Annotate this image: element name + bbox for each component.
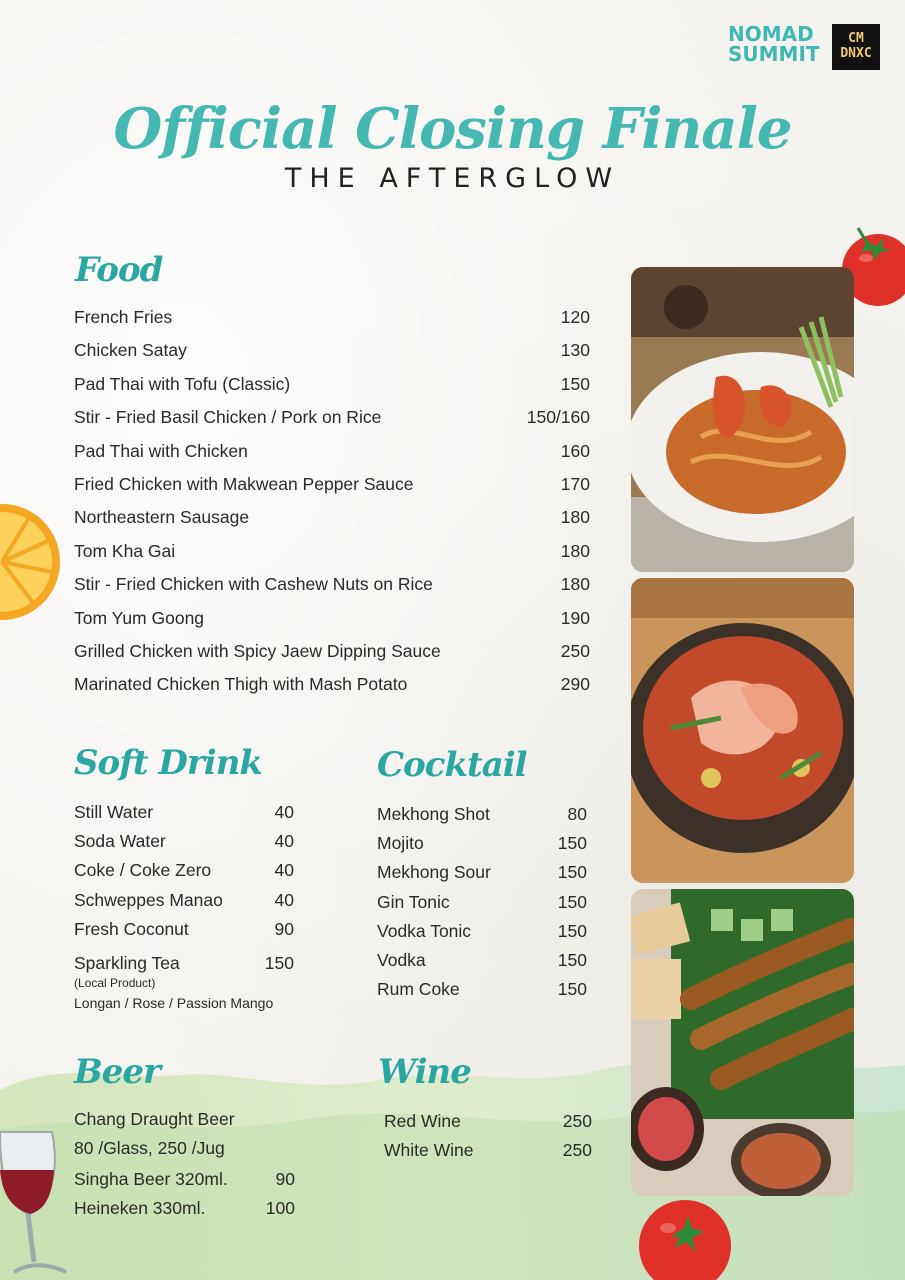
menu-item-price: 90 [275,1169,295,1189]
sparkling-tea-flavors: Longan / Rose / Passion Mango [74,995,274,1011]
menu-item-price: 180 [560,507,590,528]
menu-item [74,606,590,630]
menu-item [384,1109,592,1133]
menu-item-name: Mojito [377,833,424,854]
menu-item-price: 150 [560,373,590,394]
menu-item-name: Gin Tonic [377,891,450,912]
menu-item-price: 40 [274,802,294,822]
menu-item-name: Marinated Chicken Thigh with Mash Potato [74,674,408,695]
menu-item [377,948,587,972]
menu-item-name: Heineken 330ml. [74,1198,206,1218]
menu-item [74,505,590,529]
logo-line: DNXC [840,46,872,61]
menu-item-price: 40 [274,889,294,910]
menu-item [377,831,587,855]
logo-line: NOMAD [728,22,814,46]
logo-line: SUMMIT [728,42,820,66]
menu-item-name: Tom Yum Goong [74,607,205,628]
menu-item [74,672,590,696]
menu-item-price: 130 [560,340,590,361]
menu-item [377,977,587,1001]
menu-item-name: Pad Thai with Chicken [74,440,248,461]
menu-item-price: 150/160 [526,407,590,428]
menu-item-price: 250 [562,1140,592,1160]
menu-item-name: Fried Chicken with Makwean Pepper Sauce [74,474,414,494]
menu-item-name: Tom Kha Gai [74,540,176,561]
beer-heading: Beer [74,1052,160,1092]
menu-item-price: 250 [562,1111,592,1131]
menu-item [74,439,590,463]
menu-item-name: Red Wine [384,1111,461,1131]
menu-item-price: 150 [557,950,587,970]
menu-item [74,405,590,429]
nomad-summit-logo [728,22,820,66]
menu-item-price: 40 [274,831,294,852]
menu-item-name: Soda Water [74,831,166,852]
menu-item-name: French Fries [74,307,173,327]
menu-item [74,305,590,329]
menu-item [74,829,294,853]
beer-line: Chang Draught Beer [74,1109,235,1129]
menu-item-price: 120 [560,307,590,327]
chicken-satay-photo [631,889,854,1196]
menu-item [74,472,590,496]
menu-item-price: 40 [274,860,294,881]
menu-item-price: 190 [560,607,590,628]
menu-item-name: Rum Coke [377,979,460,1000]
menu-item-price: 80 [567,804,587,824]
logo-line: CM [848,31,864,46]
menu-item [74,858,294,882]
menu-item [74,917,294,941]
menu-item-name: Vodka Tonic [377,920,472,941]
soft-drink-heading: Soft Drink [74,743,262,783]
menu-item-name: Pad Thai with Tofu (Classic) [74,373,291,394]
page-subtitle: THE AFTERGLOW [284,163,621,194]
menu-item [377,919,587,943]
menu-item-price: 150 [557,920,587,941]
pad-thai-photo [631,267,854,572]
menu-item [74,539,590,563]
menu-item-price: 150 [264,953,294,973]
menu-item-name: Grilled Chicken with Spicy Jaew Dipping Sauce [74,641,441,661]
menu-item-price: 150 [557,833,587,854]
menu-item-name: Singha Beer 320ml. [74,1169,228,1189]
menu-item-price: 150 [557,862,587,883]
wine-glass-icon [0,1122,72,1280]
menu-item-name: Northeastern Sausage [74,507,250,528]
menu-item-name: Mekhong Shot [377,804,490,824]
menu-item-name: Coke / Coke Zero [74,860,212,881]
menu-item-price: 150 [557,979,587,1000]
menu-item-price: 90 [274,918,294,939]
cocktail-heading: Cocktail [377,745,527,785]
menu-item [377,802,587,826]
menu-item [74,1167,295,1191]
menu-item-name: Sparkling Tea [74,953,180,973]
menu-item [74,1196,295,1220]
menu-item [377,890,587,914]
menu-item-price: 150 [557,891,587,912]
menu-item-name: Stir - Fried Chicken with Cashew Nuts on Rice [74,574,433,595]
menu-item-name: Fresh Coconut [74,918,189,939]
menu-item-price: 180 [560,540,590,561]
menu-item-price: 180 [560,574,590,595]
sparkling-tea-note: (Local Product) [74,976,156,990]
wine-heading: Wine [378,1052,471,1092]
menu-item [74,800,294,824]
menu-item [74,338,590,362]
menu-item [74,888,294,912]
menu-item [377,860,587,884]
tomato-icon [638,1198,734,1280]
food-heading: Food [75,250,163,290]
menu-item-price: 170 [560,474,590,494]
menu-item-name: Stir - Fried Basil Chicken / Pork on Rice [74,407,382,428]
menu-item-name: Vodka [377,950,426,970]
menu-item [74,572,590,596]
menu-item [74,372,590,396]
tom-yum-photo [631,578,854,883]
menu-item-name: Mekhong Sour [377,862,491,883]
menu-item-name: Schweppes Manao [74,889,223,910]
page-title: Official Closing Finale [113,96,792,162]
menu-item-price: 290 [560,674,590,695]
menu-item-price: 160 [560,440,590,461]
menu-item-name: Still Water [74,802,154,822]
menu-item-name: Chicken Satay [74,340,187,361]
cm-dnxc-logo [832,24,880,70]
menu-item [384,1138,592,1162]
menu-item-name: White Wine [384,1140,474,1160]
menu-item-price: 250 [560,641,590,661]
lemon-slice-icon [0,500,62,624]
menu-item-price: 100 [265,1198,295,1218]
beer-line: 80 /Glass, 250 /Jug [74,1138,225,1158]
menu-item [74,639,590,663]
menu-item [74,951,294,975]
